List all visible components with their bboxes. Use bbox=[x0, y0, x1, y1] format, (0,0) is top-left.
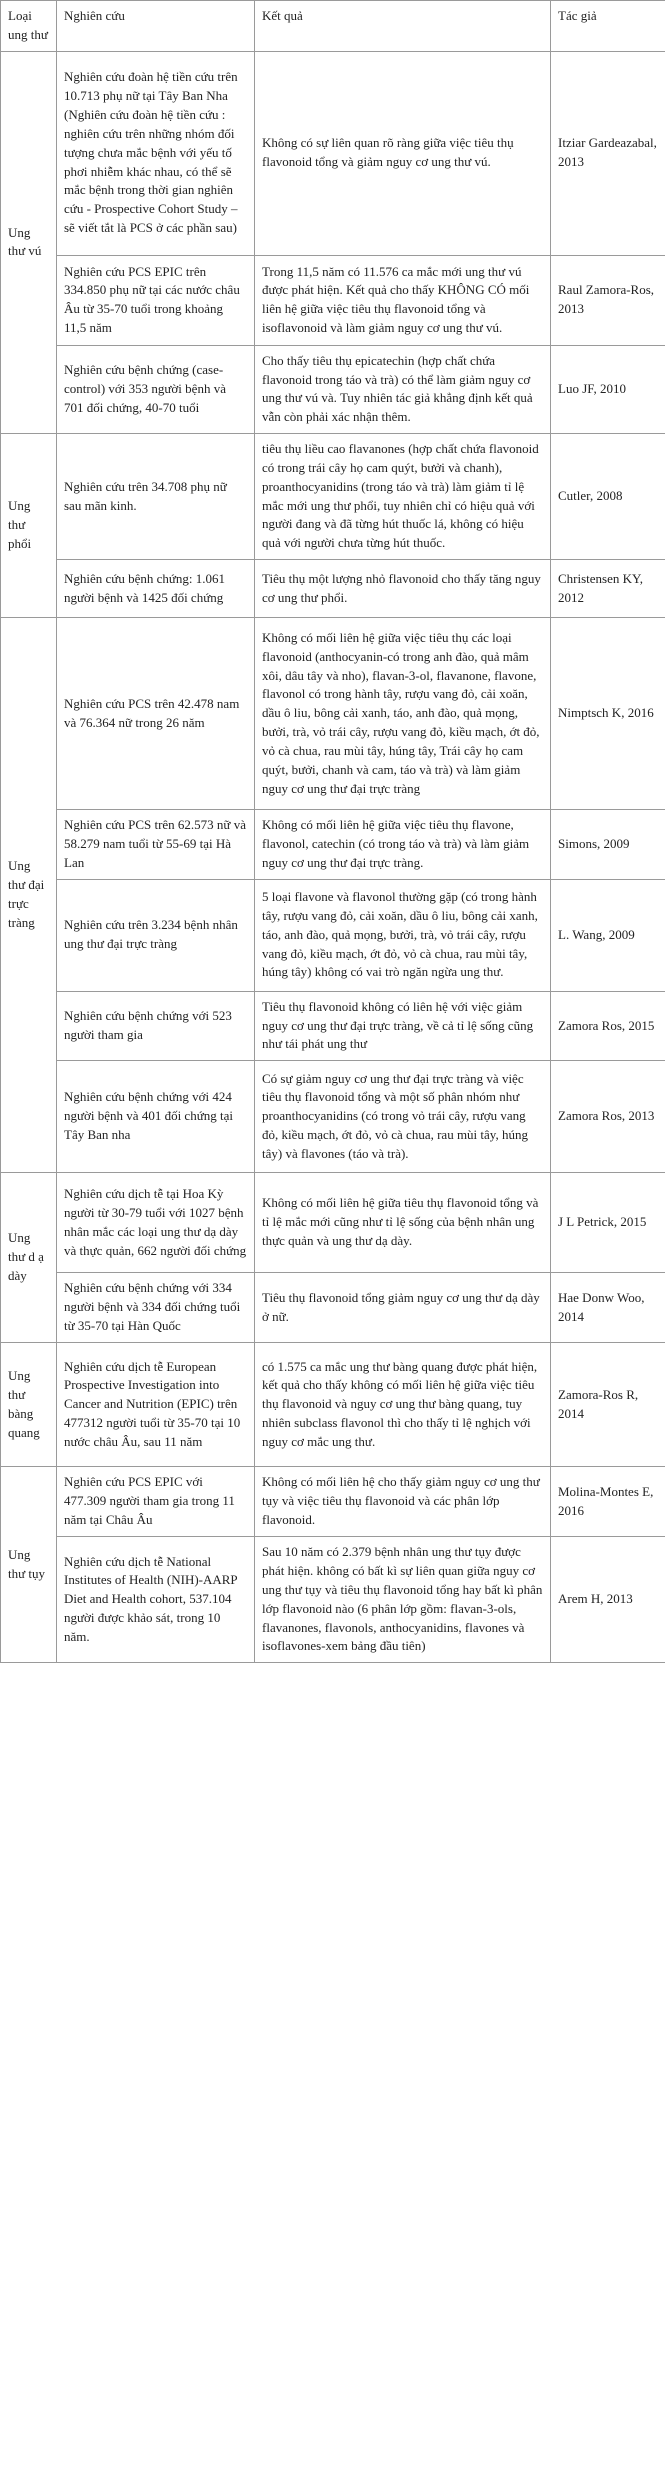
author-cell: Molina-Montes E, 2016 bbox=[551, 1467, 665, 1537]
result-cell: Có sự giảm nguy cơ ung thư đại trực tràng và việc tiêu thụ flavonoid tổng và một số phân nhóm như proanthocyanidins (có trong vỏ trái cây, rượu vang đỏ, kiều mạch, ớt đỏ, vỏ cà chua, rau mùi tây, húng tây) và flavones (táo và trà). bbox=[255, 1061, 551, 1173]
author-cell: Simons, 2009 bbox=[551, 810, 665, 880]
study-cell: Nghiên cứu dịch tễ tại Hoa Kỳ người từ 30-79 tuổi với 1027 bệnh nhân mắc các loại ung thư dạ dày và thực quản, 662 người đối chứng bbox=[57, 1173, 255, 1273]
table-row bbox=[1, 879, 665, 991]
study-cell: Nghiên cứu PCS trên 42.478 nam và 76.364 nữ trong 26 năm bbox=[57, 618, 255, 810]
table-row bbox=[1, 1537, 665, 1663]
header-study: Nghiên cứu bbox=[57, 1, 255, 52]
study-cell: Nghiên cứu dịch tễ European Prospective Investigation into Cancer and Nutrition (EPIC) trên 477312 người tuổi từ 35-70 tại 10 nước châu Âu, sau 11 năm bbox=[57, 1343, 255, 1467]
result-cell: tiêu thụ liều cao flavanones (hợp chất chứa flavonoid có trong trái cây họ cam quýt, bưởi và chanh), proanthocyanidins (trong táo và trà) làm giảm tỉ lệ mắc mới ung thư phổi, tuy nhiên chỉ có hiệu quả với người đang và đã từng hút thuốc lá, không có hiệu quả với người chưa từng hút thuốc. bbox=[255, 434, 551, 560]
cancer-type-cell: Ung thư d ạ dày bbox=[1, 1173, 57, 1343]
author-cell: Itziar Gardeazabal, 2013 bbox=[551, 51, 665, 255]
header-author: Tác giả bbox=[551, 1, 665, 52]
cancer-type-cell: Ung thư phổi bbox=[1, 434, 57, 618]
author-cell: Zamora Ros, 2015 bbox=[551, 991, 665, 1061]
result-cell: Tiêu thụ một lượng nhỏ flavonoid cho thấy tăng nguy cơ ung thư phổi. bbox=[255, 560, 551, 618]
result-cell: Không có mối liên hệ cho thấy giảm nguy cơ ung thư tụy và việc tiêu thụ flavonoid và các phân lớp flavonoid. bbox=[255, 1467, 551, 1537]
study-cell: Nghiên cứu bệnh chứng với 523 người tham gia bbox=[57, 991, 255, 1061]
table-row bbox=[1, 1273, 665, 1343]
study-cell: Nghiên cứu bệnh chứng: 1.061 người bệnh và 1425 đối chứng bbox=[57, 560, 255, 618]
table-header-row bbox=[1, 1, 665, 52]
study-cell: Nghiên cứu bệnh chứng với 334 người bệnh và 334 đối chứng tuổi từ 35-70 tại Hàn Quốc bbox=[57, 1273, 255, 1343]
table-row bbox=[1, 255, 665, 345]
result-cell: Trong 11,5 năm có 11.576 ca mắc mới ung thư vú được phát hiện. Kết quả cho thấy KHÔNG CÓ mối liên hệ giữa việc tiêu thụ flavonoid tổng và isoflavonoid và làm giảm nguy cơ ung thư vú. bbox=[255, 255, 551, 345]
cancer-type-cell: Ung thư tụy bbox=[1, 1467, 57, 1663]
result-cell: Tiêu thụ flavonoid tổng giảm nguy cơ ung thư dạ dày ở nữ. bbox=[255, 1273, 551, 1343]
result-cell: Tiêu thụ flavonoid không có liên hệ với việc giảm nguy cơ ung thư đại trực tràng, về cả tỉ lệ sống cũng như tái phát ung thư bbox=[255, 991, 551, 1061]
study-cell: Nghiên cứu bệnh chứng (case-control) với 353 người bệnh và 701 đối chứng, 40-70 tuổi bbox=[57, 345, 255, 433]
result-cell: Sau 10 năm có 2.379 bệnh nhân ung thư tụy được phát hiện. không có bất kì sự liên quan giữa nguy cơ ung thư tụy và tiêu thụ flavonoid tổng hay bất kì phân lớp flavonoid nào (6 phân lớp gồm: flavan-3-ols, flavanones, flavonols, anthocyanidins, flavones và isoflavones-xem bảng đầu tiên) bbox=[255, 1537, 551, 1663]
table-row bbox=[1, 618, 665, 810]
author-cell: Christensen KY, 2012 bbox=[551, 560, 665, 618]
author-cell: Luo JF, 2010 bbox=[551, 345, 665, 433]
study-cell: Nghiên cứu PCS EPIC trên 334.850 phụ nữ tại các nước châu Âu từ 35-70 tuổi trong khoảng 11,5 năm bbox=[57, 255, 255, 345]
author-cell: L. Wang, 2009 bbox=[551, 879, 665, 991]
table-row bbox=[1, 434, 665, 560]
table-row bbox=[1, 1173, 665, 1273]
study-cell: Nghiên cứu PCS EPIC với 477.309 người tham gia trong 11 năm tại Châu Âu bbox=[57, 1467, 255, 1537]
table-row bbox=[1, 560, 665, 618]
result-cell: 5 loại flavone và flavonol thường gặp (có trong hành tây, rượu vang đỏ, cải xoăn, dầu ô liu, bông cải xanh, táo, anh đào, quả mọng, bưởi, trà, vỏ trái cây, rượu vang đỏ, kiều mạch, ớt đỏ, vỏ cà chua, rau mùi tây, húng tây) không có vai trò ngăn ngừa ung thư. bbox=[255, 879, 551, 991]
table-row bbox=[1, 810, 665, 880]
cancer-type-cell: Ung thư vú bbox=[1, 51, 57, 433]
result-cell: Không có mối liên hệ giữa tiêu thụ flavonoid tổng và tỉ lệ mắc mới cũng như tỉ lệ sống của bệnh nhân ung thực quản và ung thư dạ dày. bbox=[255, 1173, 551, 1273]
table-row bbox=[1, 991, 665, 1061]
author-cell: Zamora-Ros R, 2014 bbox=[551, 1343, 665, 1467]
table-row bbox=[1, 51, 665, 255]
cancer-type-cell: Ung thư bàng quang bbox=[1, 1343, 57, 1467]
study-cell: Nghiên cứu trên 3.234 bệnh nhân ung thư đại trực tràng bbox=[57, 879, 255, 991]
author-cell: Hae Donw Woo, 2014 bbox=[551, 1273, 665, 1343]
header-cancer-type: Loại ung thư bbox=[1, 1, 57, 52]
table-row bbox=[1, 1467, 665, 1537]
study-cell: Nghiên cứu trên 34.708 phụ nữ sau mãn kinh. bbox=[57, 434, 255, 560]
study-cell: Nghiên cứu PCS trên 62.573 nữ và 58.279 nam tuổi từ 55-69 tại Hà Lan bbox=[57, 810, 255, 880]
result-cell: Không có mối liên hệ giữa việc tiêu thụ flavone, flavonol, catechin (có trong táo và trà) và làm giảm nguy cơ ung thư đại trực tràng. bbox=[255, 810, 551, 880]
author-cell: Raul Zamora-Ros, 2013 bbox=[551, 255, 665, 345]
result-cell: Cho thấy tiêu thụ epicatechin (hợp chất chứa flavonoid trong táo và trà) có thể làm giảm nguy cơ ung thư vú và. Tuy nhiên tác giả khẳng định kết quả vẫn còn phải xác nhận thêm. bbox=[255, 345, 551, 433]
author-cell: Arem H, 2013 bbox=[551, 1537, 665, 1663]
study-cell: Nghiên cứu đoàn hệ tiền cứu trên 10.713 phụ nữ tại Tây Ban Nha (Nghiên cứu đoàn hệ tiền cứu : nghiên cứu trên những nhóm đối tượng chưa mắc bệnh với yếu tố phơi nhiễm khác nhau, có thể sẽ mắc bệnh trong thời gian nghiên cứu - Prospective Cohort Study – sẽ viết tắt là PCS ở các phần sau) bbox=[57, 51, 255, 255]
table-row bbox=[1, 345, 665, 433]
table-row bbox=[1, 1343, 665, 1467]
author-cell: J L Petrick, 2015 bbox=[551, 1173, 665, 1273]
author-cell: Cutler, 2008 bbox=[551, 434, 665, 560]
study-cell: Nghiên cứu bệnh chứng với 424 người bệnh và 401 đối chứng tại Tây Ban nha bbox=[57, 1061, 255, 1173]
author-cell: Zamora Ros, 2013 bbox=[551, 1061, 665, 1173]
author-cell: Nimptsch K, 2016 bbox=[551, 618, 665, 810]
cancer-type-cell: Ung thư đại trực tràng bbox=[1, 618, 57, 1173]
table-row bbox=[1, 1061, 665, 1173]
result-cell: Không có mối liên hệ giữa việc tiêu thụ các loại flavonoid (anthocyanin-có trong anh đào, quả mâm xôi, dâu tây và nho), flavan-3-ol, flavanone, flavone, flavonol có trong hành tây, rượu vang đỏ, cải xoăn, dầu ô liu, bông cải xanh, táo, anh đào, quả mọng, bưởi, trà, vỏ trái cây, rượu vang đỏ, kiều mạch, ớt đỏ, vỏ cà chua, rau mùi tây, húng tây, Trái cây họ cam quýt, bưởi, chanh và cam, táo và trà) và làm giảm nguy cơ ung thư đại trực tràng bbox=[255, 618, 551, 810]
study-cell: Nghiên cứu dịch tễ National Institutes of Health (NIH)-AARP Diet and Health cohort, 537.104 người được khảo sát, trong 10 năm. bbox=[57, 1537, 255, 1663]
result-cell: Không có sự liên quan rõ ràng giữa việc tiêu thụ flavonoid tổng và giảm nguy cơ ung thư vú. bbox=[255, 51, 551, 255]
result-cell: có 1.575 ca mắc ung thư bàng quang được phát hiện, kết quả cho thấy không có mối liên hệ giữa việc tiêu thụ flavonoid và nguy cơ ung thư bàng quang, tuy nhiên subclass flavonol thì cho thấy tỉ lệ nghịch với nguy cơ mắc ung thư. bbox=[255, 1343, 551, 1467]
header-result: Kết quả bbox=[255, 1, 551, 52]
